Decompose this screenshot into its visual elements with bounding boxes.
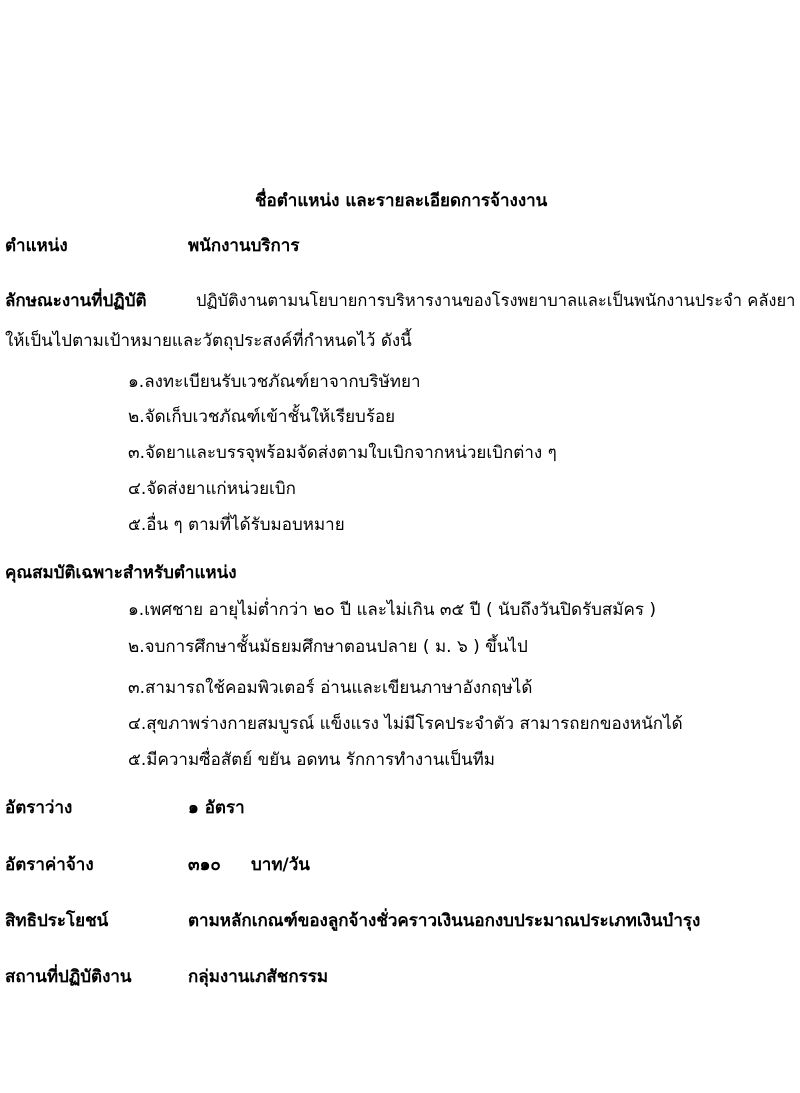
duties-intro-line1: ปฏิบัติงานตามนโยบายการบริหารงานของโรงพยาบาลและเป็นพนักงานประจำ คลังยา xyxy=(196,291,796,310)
wage-unit: บาท/วัน xyxy=(251,855,310,875)
benefits-value: ตามหลักเกณฑ์ของลูกจ้างชั่วคราวเงินนอกงบประมาณประเภทเงินบำรุง xyxy=(188,911,701,931)
qualification-item: ๒.จบการศึกษาชั้นมัธยมศึกษาตอนปลาย ( ม. ๖ ) ขึ้นไป xyxy=(128,637,528,657)
position-label: ตำแหน่ง xyxy=(5,236,68,256)
duty-item: ๒.จัดเก็บเวชภัณฑ์เข้าชั้นให้เรียบร้อย xyxy=(128,407,396,427)
duties-intro-line2: ให้เป็นไปตามเป้าหมายและวัตถุประสงค์ที่กำหนดไว้ ดังนี้ xyxy=(5,331,412,351)
document-title: ชื่อตำแหน่ง และรายละเอียดการจ้างงาน xyxy=(255,191,548,211)
qualifications-label: คุณสมบัติเฉพาะสำหรับตำแหน่ง xyxy=(5,563,237,583)
qualification-item: ๓.สามารถใช้คอมพิวเตอร์ อ่านและเขียนภาษาอังกฤษได้ xyxy=(128,678,533,698)
qualification-item: ๕.มีความซื่อสัตย์ ขยัน อดทน รักการทำงานเป็นทีม xyxy=(128,750,496,770)
wage-amount: ๓๑๐ xyxy=(188,855,221,875)
vacancy-value: ๑ อัตรา xyxy=(188,798,245,818)
position-value: พนักงานบริการ xyxy=(188,236,300,256)
duty-item: ๕.อื่น ๆ ตามที่ได้รับมอบหมาย xyxy=(128,515,345,535)
qualification-item: ๑.เพศชาย อายุไม่ต่ำกว่า ๒๐ ปี และไม่เกิน ๓๕ ปี ( นับถึงวันปิดรับสมัคร ) xyxy=(128,600,657,620)
workplace-value: กลุ่มงานเภสัชกรรม xyxy=(188,967,329,987)
benefits-label: สิทธิประโยชน์ xyxy=(5,911,109,931)
duty-item: ๔.จัดส่งยาแก่หน่วยเบิก xyxy=(128,479,296,499)
wage-label: อัตราค่าจ้าง xyxy=(5,855,94,875)
qualification-item: ๔.สุขภาพร่างกายสมบูรณ์ แข็งแรง ไม่มีโรคประจำตัว สามารถยกของหนักได้ xyxy=(128,714,683,734)
duty-item: ๑.ลงทะเบียนรับเวชภัณฑ์ยาจากบริษัทยา xyxy=(128,372,421,392)
duty-item: ๓.จัดยาและบรรจุพร้อมจัดส่งตามใบเบิกจากหน่วยเบิกต่าง ๆ xyxy=(128,443,557,463)
duties-label: ลักษณะงานที่ปฏิบัติ xyxy=(5,291,147,311)
vacancy-label: อัตราว่าง xyxy=(5,798,73,818)
workplace-label: สถานที่ปฏิบัติงาน xyxy=(5,967,132,987)
